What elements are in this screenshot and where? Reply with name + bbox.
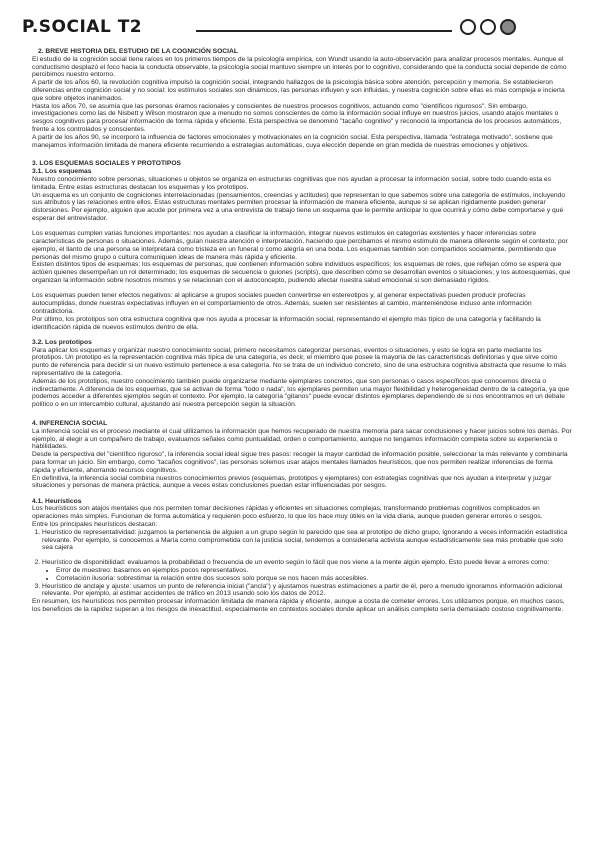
- header-circles-decoration: [460, 19, 516, 35]
- sub-list-item: • Error de muestreo: basarnos en ejemplos pocos representativos.: [56, 567, 572, 575]
- paragraph: Los esquemas pueden tener efectos negativos: al aplicarse a grupos sociales pueden convertirse en estereotipos y, al generar expectativas pueden producir profecías autocumplidas, donde nuestras expectativas influyen en el comportamiento de otros. Además, suelen ser resistentes al cambio, manteniéndose incluso ante información contradictoria.: [32, 292, 532, 315]
- list-item: [42, 559, 572, 582]
- paragraph: A partir de los años 90, se incorporó la influencia de factores emocionales y motivacionales en la cognición social. Esta perspectiva, llamada "estratega motivado", sostiene que manejamos información limitada de manera eficiente recurriendo a estrategias automáticas, cuya elección depende en gran medida de nuestras emociones y objetivos.: [32, 133, 553, 149]
- subsection-heading: 3.1. Los esquemas: [32, 168, 92, 176]
- paragraph: En resumen, los heurísticos nos permiten procesar información limitada de manera rápida y eficiente, aunque a costa de cometer errores. Los utilizamos porque, en muchos casos, los beneficios de la rapidez superan a los riesgos de inexactitud, especialmente en contextos sociales donde aplicar un análisis completo sería demasiado costoso cognitivamente.: [32, 598, 565, 613]
- paragraph: Además de los prototipos, nuestro conocimiento también puede organizarse mediante ejemplares concretos, que son personas o casos específicos que conocemos directa o indirectamente. A diferencia de los esquemas, que se activan de forma "todo o nada", los ejemplares permiten una mayor flexibilidad y heterogeneidad dentro de la categoría, ya que podemos acceder a diferentes ejemplos según el contexto. Por ejemplo, la categoría "gitanos" puede evocar distintos ejemplares dependiendo de si nos encontramos en un debate político o en un intercambio cultural, ajustando así nuestra percepción según la situación.: [32, 377, 570, 409]
- page-header: [0, 0, 600, 48]
- heuristics-list: [32, 529, 572, 598]
- list-item-text: Heurístico de disponibilidad: evaluamos la probabilidad o frecuencia de un evento según lo fácil que nos viene a la mente algún ejemplo. Esto puede llevar a errores como:: [42, 559, 550, 567]
- paragraph: Hasta los años 70, se asumía que las personas éramos racionales y conscientes de nuestros procesos cognitivos, actuando como "científicos rigurosos". Sin embargo, investigaciones como las de Nisbett y Wilson mostraron que a menudo no somos conscientes de cómo la información social influye en nuestros juicios, usando atajos mentales o sesgos cognitivos para procesar información de forma rápida y eficiente. Esta perspectiva se denominó "tacaño cognitivo" y reconoció la importancia de los procesos automáticos, frente a los controlados y conscientes.: [32, 102, 562, 133]
- paragraph: Para aplicar los esquemas y organizar nuestro conocimiento social, primero necesitamos categorizar personas, eventos o situaciones, y esto se logra en parte mediante los prototipos. Un prototipo es la representación cognitiva más típica de una categoría, es decir, el miembro que posee la mayoría de las características definitorias y que sirve como punto de referencia para decidir si un nuevo estímulo pertenece a esa categoría. No se trata de un individuo concreto, sino de una estructura cognitiva abstracta que resume lo más representativo de la categoría.: [32, 346, 567, 377]
- paragraph: Los esquemas cumplen varias funciones importantes: nos ayudan a clasificar la información, integrar nuevos estímulos en categorías existentes y hacer inferencias sobre características de personas o situaciones. Además, guían nuestra atención e interpretación, haciendo que percibamos el mismo estímulo de manera diferente según el contexto; por ejemplo, el llanto de una persona se interpretará como tristeza en un funeral o como alegría en una boda. Los esquemas también son compartidos socialmente, permitiendo que personas del mismo grupo o cultura comuniquen ideas de manera más rápida y eficiente.: [32, 230, 568, 261]
- sub-list: [42, 567, 572, 583]
- paragraph: Por último, los prototipos son otra estructura cognitiva que nos ayuda a procesar la información social, representando el ejemplo más típico de una categoría y facilitando la identificación rápida de nuevos estímulos dentro de ella.: [32, 315, 541, 331]
- paragraph: A partir de los años 60, la revolución cognitiva impulsó la cognición social, integrando hallazgos de la psicología básica sobre atención, percepción y memoria. Se establecieron diferencias entre cognición social y no social: los estímulos sociales son dinámicos, las personas influyen y son influidas, y nuestra cognición sobre ellas es más compleja e incierta que sobre objetos inanimados.: [32, 79, 565, 102]
- section-heading: 2. BREVE HISTORIA DEL ESTUDIO DE LA COGNICIÓN SOCIAL: [38, 48, 238, 55]
- paragraph: Un esquema es un conjunto de cogniciones interrelacionadas (pensamientos, creencias y actitudes) que representan lo que sabemos sobre una categoría de estímulos, incluyendo sus atributos y las relaciones entre ellos. Estas estructuras mentales permiten procesar la información de manera eficiente, aunque si se aplican rígidamente pueden generar distorsiones. Por ejemplo, alguien que acude por primera vez a una entrevista de trabajo tiene un esquema que le permite anticipar lo que ocurrirá y cómo debe comportarse y qué esperar del entrevistador.: [32, 191, 566, 222]
- circle-icon: [460, 19, 476, 35]
- subsection-heading: 4.1. Heurísticos: [32, 497, 82, 505]
- filled-circle-icon: [500, 19, 516, 35]
- paragraph: En definitiva, la inferencia social combina nuestros conocimientos previos (esquemas, prototipos y ejemplares) con estrategias cognitivas que nos ayudan a interpretar y juzgar situaciones y personas de manera práctica, aunque a veces estas conclusiones puedan estar influenciadas por sesgos.: [32, 474, 552, 490]
- paragraph: Entre los principales heurísticos destacan:: [32, 521, 158, 529]
- page-title: P.SOCIAL T2: [22, 17, 143, 37]
- list-item: 3. Heurístico de anclaje y ajuste: usamos un punto de referencia inicial ("ancla") y ajustamos nuestras estimaciones a partir de él, pero a menudo ignoramos información adicional relevante. Por ejemplo, al estimar accidentes de tráfico en 2013 usando solo los datos de 2012.: [42, 583, 572, 599]
- subsection-heading: 3.2. Los prototipos: [32, 338, 92, 346]
- paragraph: Los heurísticos son atajos mentales que nos permiten tomar decisiones rápidas y eficientes en situaciones complejas, transformando problemas cognitivos complicados en operaciones más simples. Funcionan de forma automática y requieren poco esfuerzo, lo que los hace muy útiles en la vida diaria, aunque pueden generar errores o sesgos.: [32, 505, 543, 521]
- document-body: [32, 48, 572, 614]
- section-heading: 3. LOS ESQUEMAS SOCIALES Y PROTOTIPOS: [32, 160, 182, 168]
- list-item: 1. Heurístico de representatividad: juzgamos la pertenencia de alguien a un grupo según lo parecido que sea al prototipo de dicho grupo, ignorando a veces información estadística relevante. Por ejemplo, si conocemos a María como comprometida con la justicia social, tendemos a considerarla activista aunque estadísticamente sea más probable que solo sea cajera: [42, 529, 572, 552]
- paragraph: Nuestro conocimiento sobre personas, situaciones u objetos se organiza en estructuras cognitivas que nos ayudan a procesar la información social, sobre todo cuando esta es limitada. Entre estas estructuras destacan los esquemas y los prototipos.: [32, 175, 551, 191]
- section-heading: 4. INFERENCIA SOCIAL: [32, 419, 108, 427]
- sub-list-item: • Correlación ilusoria: sobrestimar la relación entre dos sucesos solo porque se nos hacen más accesibles.: [56, 575, 572, 583]
- paragraph: El estudio de la cognición social tiene raíces en los primeros tiempos de la psicología empírica, con Wundt usando la auto-observación para analizar procesos mentales. Aunque el conductismo desplazó el foco hacia la conducta observable, la psicología social mantuvo siempre un interés por lo cognitivo, considerando que la conducta social depende de cómo percibimos nuestro entorno.: [32, 55, 567, 79]
- header-rule: [196, 30, 452, 32]
- circle-icon: [480, 19, 496, 35]
- paragraph: Existen distintos tipos de esquemas: los esquemas de personas, que contienen información sobre individuos específicos; los esquemas de roles, que reflejan cómo se espera que actúen quienes desempeñan un rol determinado; los esquemas de secuencia o guiones (scripts), que describen cómo se desarrollan eventos o situaciones; y los autoesquemas, que organizan la información sobre nosotros mismos y se relacionan con el autoconcepto, pudiendo afectar nuestra salud emocional si son demasiado rígidos.: [32, 261, 571, 285]
- paragraph: La inferencia social es el proceso mediante el cual utilizamos la información que hemos recuperado de nuestra memoria para sacar conclusiones y hacer juicios sobre los demás. Por ejemplo, al elegir a un compañero de trabajo, evaluamos señales como puntualidad, orden o comportamiento, aunque no tengamos información completa sobre su experiencia o habilidades.: [32, 427, 572, 451]
- paragraph: Desde la perspectiva del "científico riguroso", la inferencia social ideal sigue tres pasos: recoger la mayor cantidad de información posible, seleccionar la más relevante y combinarla para formar un juicio. Sin embargo, como "tacaños cognitivos", las personas solemos usar atajos mentales llamados heurísticos, que nos permiten realizar inferencias de forma rápida y eficiente, ahorrando recursos cognitivos.: [32, 451, 568, 474]
